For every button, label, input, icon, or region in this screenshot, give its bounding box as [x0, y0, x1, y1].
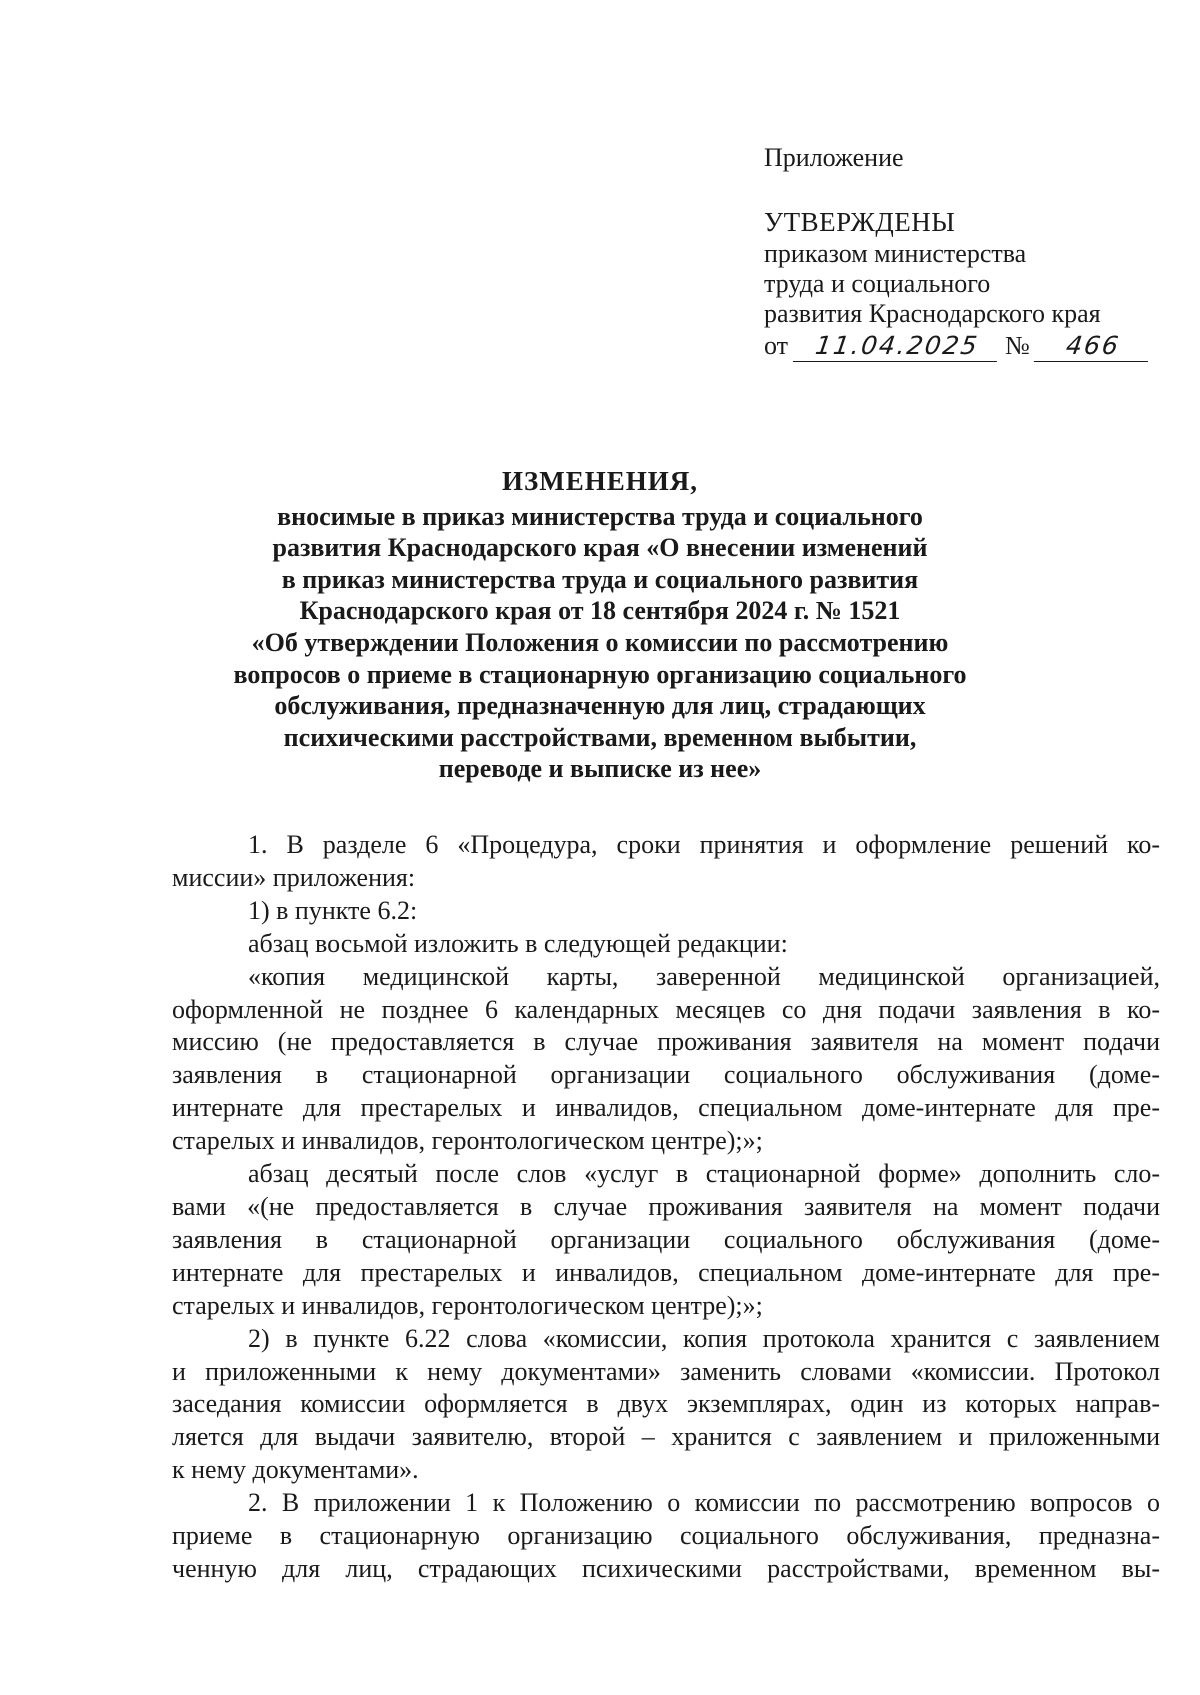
document-title: ИЗМЕНЕНИЯ,: [501, 466, 698, 496]
title-subtitle-line: переводе и выписке из нее»: [438, 754, 762, 784]
body-text-line: 1) в пункте 6.2:: [248, 895, 418, 925]
approval-order-line: труда и социального: [764, 269, 991, 298]
body-text-line: заседания комиссии оформляется в двух экземплярах, один из которых направ-: [172, 1389, 1160, 1419]
body-text-line: абзац десятый после слов «услуг в стационарной форме» дополнить сло-: [248, 1159, 1160, 1189]
approval-order-line: приказом министерства: [764, 239, 1027, 268]
body-text-line: старелых и инвалидов, геронтологическом центре);»;: [172, 1126, 763, 1156]
title-subtitle-line: «Об утверждении Положения о комиссии по рассмотрению: [251, 627, 949, 657]
body-text-line: заявления в стационарной организации социального обслуживания (доме-: [172, 1224, 1160, 1254]
date-prefix: от: [764, 331, 789, 360]
body-text-line: «копия медицинской карты, заверенной медицинской организацией,: [248, 961, 1160, 991]
title-subtitle-line: развития Краснодарского края «О внесении изменений: [272, 533, 928, 563]
title-subtitle-line: вопросов о приеме в стационарную организацию социального: [233, 659, 967, 689]
body-text-line: к нему документами».: [172, 1455, 419, 1485]
body-text-line: старелых и инвалидов, геронтологическом центре);»;: [172, 1290, 763, 1320]
title-subtitle-line: вносимые в приказ министерства труда и социального: [277, 501, 923, 531]
number-label: №: [1005, 331, 1030, 360]
body-text-line: ченную для лиц, страдающих психическими расстройствами, временном вы-: [172, 1553, 1160, 1583]
appendix-label: Приложение: [764, 143, 904, 172]
title-subtitle-line: Краснодарского края от 18 сентября 2024 г. № 1521: [299, 596, 901, 626]
body-text-line: 2) в пункте 6.22 слова «комиссии, копия протокола хранится с заявлением: [248, 1323, 1160, 1353]
handwritten-date: 11.04.2025: [792, 331, 1000, 362]
title-subtitle-line: психическими расстройствами, временном выбытии,: [283, 722, 917, 752]
body-text-line: приеме в стационарную организацию социального обслуживания, предназна-: [172, 1521, 1160, 1551]
body-text-line: оформленной не позднее 6 календарных месяцев со дня подачи заявления в ко-: [172, 994, 1160, 1024]
document-title-block: [230, 466, 970, 785]
document-body: [172, 829, 1160, 1586]
body-text-line: заявления в стационарной организации социального обслуживания (доме-: [172, 1060, 1160, 1090]
body-text-line: интернате для престарелых и инвалидов, специальном доме-интернате для пре-: [172, 1093, 1160, 1123]
approved-heading: УТВЕРЖДЕНЫ: [764, 207, 956, 237]
body-text-line: и приложенными к нему документами» заменить словами «комиссии. Протокол: [172, 1356, 1160, 1386]
body-text-line: миссию (не предоставляется в случае проживания заявителя на момент подачи: [172, 1027, 1160, 1057]
body-text-line: 2. В приложении 1 к Положению о комиссии по рассмотрению вопросов о: [248, 1488, 1160, 1518]
title-subtitle-line: в приказ министерства труда и социального развития: [281, 564, 919, 594]
body-text-line: интернате для престарелых и инвалидов, специальном доме-интернате для пре-: [172, 1257, 1160, 1287]
body-text-line: вами «(не предоставляется в случае проживания заявителя на момент подачи: [172, 1191, 1160, 1221]
body-text-line: 1. В разделе 6 «Процедура, сроки принятия и оформление решений ко-: [248, 830, 1160, 859]
approval-order-line: развития Краснодарского края: [764, 299, 1101, 328]
title-subtitle-line: обслуживания, предназначенную для лиц, страдающих: [274, 691, 926, 721]
handwritten-number: 466: [1034, 331, 1152, 362]
body-text-line: ляется для выдачи заявителю, второй – хранится с заявлением и приложенными: [172, 1422, 1160, 1452]
body-text-line: миссии» приложения:: [172, 862, 416, 892]
body-text-line: абзац восьмой изложить в следующей редакции:: [248, 928, 788, 958]
approval-date-line: [764, 331, 1164, 362]
approval-block: [764, 143, 1164, 362]
